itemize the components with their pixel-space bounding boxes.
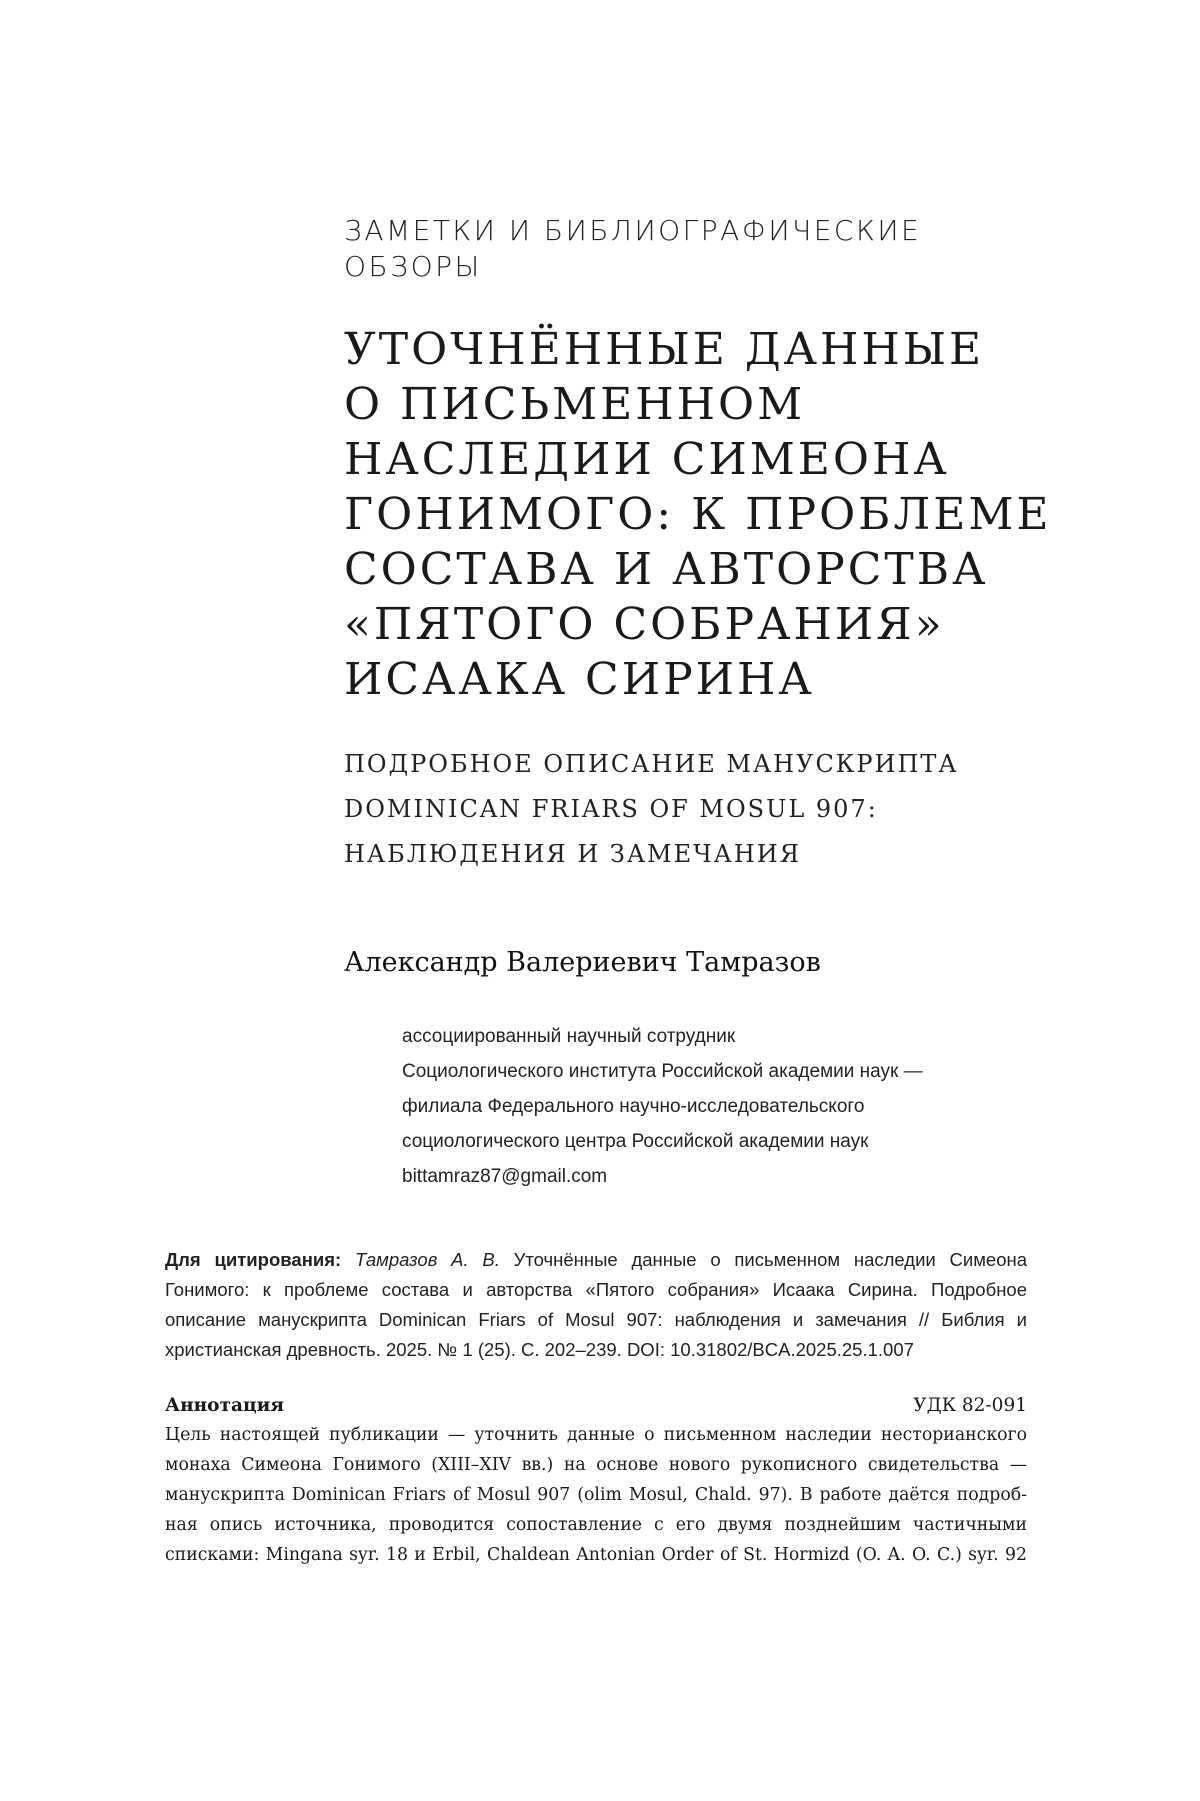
author-affiliation: [402, 1019, 1042, 1194]
author-name: Александр Валериевич Тамразов: [344, 947, 821, 978]
abstract-line: манускрипта Dominican Friars of Mosul 907 (olim Mosul, Chald. 97). В работе даётся подроб-: [165, 1485, 1027, 1505]
title-line: «ПЯТОГО СОБРАНИЯ»: [344, 599, 945, 650]
citation-text: Уточнённые данные о письменном наследии Симеона Гонимого: к проблеме состава и авторства «Пятого собрания» Исаака Сирина. Подробное описание манускрипта Dominican Friars of Mosul 907: наблюдения и замечания // Библия и христианская древность. 2025. № 1 (25). С. 202–239. DOI: 10.31802/BCA.2025.25.1.007: [165, 1249, 1028, 1360]
section-label-line: ЗАМЕТКИ И БИБЛИОГРАФИЧЕСКИЕ: [344, 214, 922, 247]
title-line: ИСААКА СИРИНА: [344, 654, 815, 705]
abstract-header: [165, 1391, 1027, 1421]
section-label-line: ОБЗОРЫ: [344, 250, 482, 283]
subtitle-line: ПОДРОБНОЕ ОПИСАНИЕ МАНУСКРИПТА: [344, 750, 959, 778]
citation-label: Для цитирования:: [165, 1249, 342, 1270]
article-subtitle: [344, 742, 1044, 877]
abstract-heading: Аннотация: [165, 1395, 284, 1416]
citation-block: [165, 1245, 1027, 1365]
article-title: [344, 322, 1052, 707]
title-line: СОСТАВА И АВТОРСТВА: [344, 544, 989, 595]
subtitle-line: DOMINICAN FRIARS OF MOSUL 907:: [344, 795, 878, 823]
abstract-text: [165, 1420, 1027, 1570]
affiliation-line: ассоциированный научный сотрудник: [402, 1026, 736, 1047]
title-line: ГОНИМОГО: К ПРОБЛЕМЕ: [344, 489, 1052, 540]
abstract-line: Цель настоящей публикации — уточнить данные о письменном наследии несторианского: [165, 1425, 1027, 1445]
section-label: [344, 213, 984, 285]
title-line: НАСЛЕДИИ СИМЕОНА: [344, 434, 950, 485]
title-line: УТОЧНЁННЫЕ ДАННЫЕ: [344, 324, 985, 375]
affiliation-line: Социологического института Российской академии наук —: [402, 1061, 923, 1082]
citation-author: Тамразов А. В.: [354, 1249, 500, 1270]
abstract-line: монаха Симеона Гонимого (XIII–XIV вв.) на основе нового рукописного свидетельства —: [165, 1455, 1027, 1475]
abstract-line: ная опись источника, проводится сопоставление с его двумя позднейшим частичными: [165, 1515, 1027, 1535]
subtitle-line: НАБЛЮДЕНИЯ И ЗАМЕЧАНИЯ: [344, 840, 802, 868]
title-line: О ПИСЬМЕННОМ: [344, 379, 806, 430]
affiliation-line: филиала Федерального научно-исследовательского: [402, 1096, 865, 1117]
affiliation-line: социологического центра Российской академии наук: [402, 1131, 869, 1152]
author-email[interactable]: bittamraz87@gmail.com: [402, 1166, 608, 1187]
abstract-line: списками: Mingana syr. 18 и Erbil, Chaldean Antonian Order of St. Hormizd (O. A. O. C.) syr. 92: [165, 1545, 1027, 1565]
udk-code: УДК 82-091: [913, 1395, 1027, 1416]
